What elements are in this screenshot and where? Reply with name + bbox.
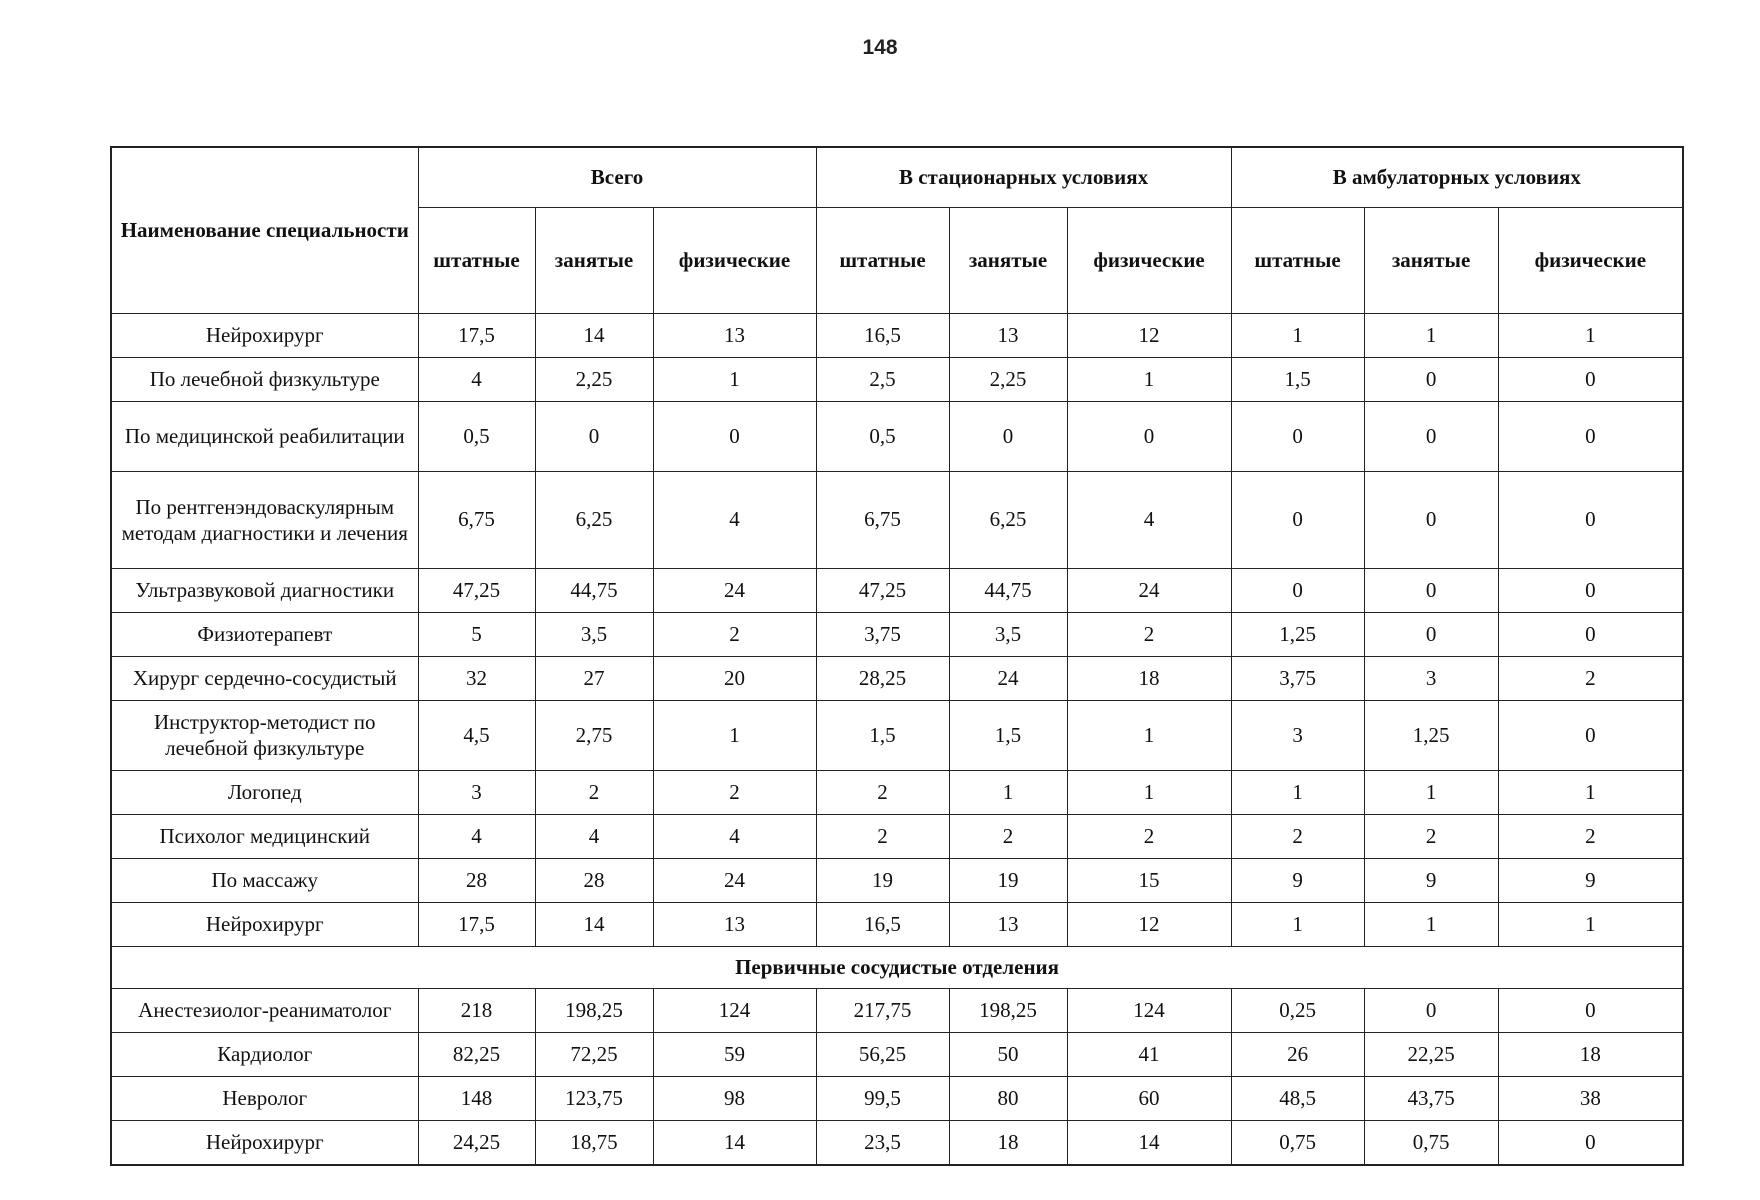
cell-outpatient-physical: 0 <box>1498 700 1683 770</box>
cell-total-staff: 82,25 <box>418 1032 535 1076</box>
row-specialty-name: Нейрохирург <box>111 1120 418 1165</box>
header-specialty: Наименование специальности <box>111 147 418 313</box>
row-specialty-name: Психолог медицинский <box>111 814 418 858</box>
table-row <box>111 401 1683 471</box>
cell-inpatient-occupied: 24 <box>949 656 1067 700</box>
cell-inpatient-staff: 1,5 <box>816 700 949 770</box>
cell-inpatient-staff: 28,25 <box>816 656 949 700</box>
cell-total-occupied: 0 <box>535 401 653 471</box>
cell-total-physical: 13 <box>653 313 816 357</box>
cell-inpatient-staff: 16,5 <box>816 313 949 357</box>
cell-outpatient-staff: 1,5 <box>1231 357 1364 401</box>
cell-outpatient-occupied: 0 <box>1364 471 1498 568</box>
cell-total-staff: 218 <box>418 988 535 1032</box>
row-specialty-name: Хирург сердечно-сосудистый <box>111 656 418 700</box>
table-row <box>111 656 1683 700</box>
cell-inpatient-occupied: 80 <box>949 1076 1067 1120</box>
cell-total-staff: 28 <box>418 858 535 902</box>
cell-inpatient-staff: 99,5 <box>816 1076 949 1120</box>
cell-inpatient-physical: 18 <box>1067 656 1231 700</box>
cell-inpatient-physical: 4 <box>1067 471 1231 568</box>
cell-total-staff: 47,25 <box>418 568 535 612</box>
cell-inpatient-occupied: 13 <box>949 902 1067 946</box>
cell-inpatient-occupied: 1,5 <box>949 700 1067 770</box>
cell-outpatient-physical: 0 <box>1498 988 1683 1032</box>
cell-inpatient-occupied: 1 <box>949 770 1067 814</box>
cell-outpatient-occupied: 9 <box>1364 858 1498 902</box>
cell-inpatient-physical: 12 <box>1067 902 1231 946</box>
header-group-total: Всего <box>418 147 816 207</box>
header-outpatient-occupied: занятые <box>1364 207 1498 313</box>
cell-total-occupied: 123,75 <box>535 1076 653 1120</box>
row-specialty-name: По медицинской реабилитации <box>111 401 418 471</box>
cell-inpatient-physical: 12 <box>1067 313 1231 357</box>
table-row <box>111 568 1683 612</box>
cell-inpatient-staff: 56,25 <box>816 1032 949 1076</box>
cell-outpatient-physical: 0 <box>1498 568 1683 612</box>
cell-total-occupied: 72,25 <box>535 1032 653 1076</box>
cell-total-occupied: 18,75 <box>535 1120 653 1165</box>
cell-total-staff: 0,5 <box>418 401 535 471</box>
cell-total-physical: 13 <box>653 902 816 946</box>
row-specialty-name: Логопед <box>111 770 418 814</box>
cell-inpatient-staff: 2 <box>816 770 949 814</box>
table-row <box>111 1076 1683 1120</box>
cell-inpatient-occupied: 44,75 <box>949 568 1067 612</box>
row-specialty-name: По лечебной физкультуре <box>111 357 418 401</box>
page-number: 148 <box>862 36 898 59</box>
cell-inpatient-physical: 41 <box>1067 1032 1231 1076</box>
cell-outpatient-staff: 0,25 <box>1231 988 1364 1032</box>
cell-total-physical: 2 <box>653 770 816 814</box>
cell-total-occupied: 14 <box>535 313 653 357</box>
cell-inpatient-staff: 47,25 <box>816 568 949 612</box>
cell-total-physical: 14 <box>653 1120 816 1165</box>
cell-outpatient-physical: 9 <box>1498 858 1683 902</box>
row-specialty-name: Физиотерапевт <box>111 612 418 656</box>
cell-inpatient-staff: 217,75 <box>816 988 949 1032</box>
cell-total-physical: 98 <box>653 1076 816 1120</box>
table-row <box>111 814 1683 858</box>
table-row <box>111 858 1683 902</box>
cell-inpatient-occupied: 13 <box>949 313 1067 357</box>
cell-inpatient-occupied: 19 <box>949 858 1067 902</box>
cell-outpatient-physical: 0 <box>1498 357 1683 401</box>
cell-total-staff: 4 <box>418 357 535 401</box>
table-row <box>111 471 1683 568</box>
cell-inpatient-staff: 2,5 <box>816 357 949 401</box>
row-specialty-name: Нейрохирург <box>111 902 418 946</box>
cell-outpatient-physical: 1 <box>1498 313 1683 357</box>
cell-total-physical: 124 <box>653 988 816 1032</box>
cell-total-occupied: 27 <box>535 656 653 700</box>
cell-inpatient-occupied: 198,25 <box>949 988 1067 1032</box>
cell-outpatient-staff: 9 <box>1231 858 1364 902</box>
header-inpatient-staff: штатные <box>816 207 949 313</box>
table-row <box>111 902 1683 946</box>
cell-outpatient-physical: 1 <box>1498 902 1683 946</box>
table-row <box>111 313 1683 357</box>
cell-outpatient-physical: 0 <box>1498 1120 1683 1165</box>
cell-inpatient-physical: 0 <box>1067 401 1231 471</box>
cell-outpatient-physical: 0 <box>1498 471 1683 568</box>
cell-total-occupied: 6,25 <box>535 471 653 568</box>
cell-total-occupied: 4 <box>535 814 653 858</box>
cell-outpatient-staff: 0 <box>1231 401 1364 471</box>
cell-outpatient-staff: 3,75 <box>1231 656 1364 700</box>
cell-inpatient-physical: 15 <box>1067 858 1231 902</box>
row-specialty-name: Кардиолог <box>111 1032 418 1076</box>
cell-outpatient-occupied: 0 <box>1364 988 1498 1032</box>
cell-inpatient-staff: 16,5 <box>816 902 949 946</box>
cell-total-staff: 4 <box>418 814 535 858</box>
cell-outpatient-staff: 1,25 <box>1231 612 1364 656</box>
cell-inpatient-occupied: 6,25 <box>949 471 1067 568</box>
cell-inpatient-physical: 2 <box>1067 612 1231 656</box>
cell-total-physical: 2 <box>653 612 816 656</box>
cell-inpatient-physical: 2 <box>1067 814 1231 858</box>
cell-outpatient-staff: 1 <box>1231 902 1364 946</box>
cell-total-physical: 1 <box>653 700 816 770</box>
cell-total-physical: 0 <box>653 401 816 471</box>
header-outpatient-staff: штатные <box>1231 207 1364 313</box>
cell-total-staff: 6,75 <box>418 471 535 568</box>
cell-total-physical: 4 <box>653 471 816 568</box>
cell-total-staff: 17,5 <box>418 313 535 357</box>
table-row <box>111 1032 1683 1076</box>
header-outpatient-physical: физические <box>1498 207 1683 313</box>
cell-total-physical: 4 <box>653 814 816 858</box>
cell-inpatient-occupied: 3,5 <box>949 612 1067 656</box>
cell-outpatient-physical: 2 <box>1498 656 1683 700</box>
cell-inpatient-physical: 14 <box>1067 1120 1231 1165</box>
row-specialty-name: Нейрохирург <box>111 313 418 357</box>
cell-inpatient-staff: 2 <box>816 814 949 858</box>
table-row <box>111 612 1683 656</box>
cell-total-staff: 4,5 <box>418 700 535 770</box>
header-total-staff: штатные <box>418 207 535 313</box>
cell-outpatient-occupied: 0 <box>1364 612 1498 656</box>
row-specialty-name: Инструктор-методист по лечебной физкультуре <box>111 700 418 770</box>
table-row <box>111 770 1683 814</box>
cell-outpatient-occupied: 22,25 <box>1364 1032 1498 1076</box>
cell-total-occupied: 2 <box>535 770 653 814</box>
cell-inpatient-occupied: 50 <box>949 1032 1067 1076</box>
cell-outpatient-physical: 0 <box>1498 612 1683 656</box>
cell-outpatient-physical: 0 <box>1498 401 1683 471</box>
cell-inpatient-staff: 6,75 <box>816 471 949 568</box>
cell-outpatient-physical: 2 <box>1498 814 1683 858</box>
staffing-table <box>110 146 1684 1166</box>
cell-outpatient-occupied: 43,75 <box>1364 1076 1498 1120</box>
cell-outpatient-staff: 2 <box>1231 814 1364 858</box>
cell-outpatient-staff: 1 <box>1231 313 1364 357</box>
cell-inpatient-staff: 3,75 <box>816 612 949 656</box>
cell-outpatient-staff: 0 <box>1231 471 1364 568</box>
cell-total-physical: 24 <box>653 568 816 612</box>
cell-total-staff: 32 <box>418 656 535 700</box>
cell-outpatient-staff: 48,5 <box>1231 1076 1364 1120</box>
cell-inpatient-staff: 19 <box>816 858 949 902</box>
section-title: Первичные сосудистые отделения <box>111 946 1683 988</box>
cell-outpatient-physical: 1 <box>1498 770 1683 814</box>
table-row <box>111 988 1683 1032</box>
table-row <box>111 357 1683 401</box>
cell-outpatient-occupied: 0 <box>1364 401 1498 471</box>
cell-total-staff: 24,25 <box>418 1120 535 1165</box>
cell-total-staff: 5 <box>418 612 535 656</box>
cell-inpatient-staff: 23,5 <box>816 1120 949 1165</box>
cell-outpatient-physical: 18 <box>1498 1032 1683 1076</box>
row-specialty-name: По рентгенэндоваскулярным методам диагностики и лечения <box>111 471 418 568</box>
cell-outpatient-occupied: 1 <box>1364 770 1498 814</box>
cell-inpatient-physical: 60 <box>1067 1076 1231 1120</box>
row-specialty-name: По массажу <box>111 858 418 902</box>
cell-total-occupied: 2,75 <box>535 700 653 770</box>
header-total-physical: физические <box>653 207 816 313</box>
cell-outpatient-occupied: 2 <box>1364 814 1498 858</box>
header-group-inpatient: В стационарных условиях <box>816 147 1231 207</box>
header-inpatient-occupied: занятые <box>949 207 1067 313</box>
cell-inpatient-occupied: 2 <box>949 814 1067 858</box>
cell-inpatient-physical: 1 <box>1067 700 1231 770</box>
table-row <box>111 700 1683 770</box>
cell-outpatient-occupied: 0 <box>1364 568 1498 612</box>
cell-total-physical: 24 <box>653 858 816 902</box>
cell-outpatient-occupied: 1 <box>1364 313 1498 357</box>
cell-total-physical: 59 <box>653 1032 816 1076</box>
cell-total-staff: 3 <box>418 770 535 814</box>
cell-total-staff: 148 <box>418 1076 535 1120</box>
row-specialty-name: Невролог <box>111 1076 418 1120</box>
cell-inpatient-staff: 0,5 <box>816 401 949 471</box>
row-specialty-name: Анестезиолог-реаниматолог <box>111 988 418 1032</box>
section-header-row <box>111 946 1683 988</box>
cell-total-occupied: 44,75 <box>535 568 653 612</box>
cell-total-occupied: 14 <box>535 902 653 946</box>
cell-total-staff: 17,5 <box>418 902 535 946</box>
row-specialty-name: Ультразвуковой диагностики <box>111 568 418 612</box>
cell-outpatient-staff: 1 <box>1231 770 1364 814</box>
cell-outpatient-occupied: 1 <box>1364 902 1498 946</box>
cell-total-occupied: 2,25 <box>535 357 653 401</box>
cell-inpatient-occupied: 0 <box>949 401 1067 471</box>
cell-outpatient-staff: 0,75 <box>1231 1120 1364 1165</box>
table-row <box>111 1120 1683 1165</box>
cell-inpatient-occupied: 2,25 <box>949 357 1067 401</box>
cell-outpatient-staff: 26 <box>1231 1032 1364 1076</box>
cell-outpatient-occupied: 1,25 <box>1364 700 1498 770</box>
header-total-occupied: занятые <box>535 207 653 313</box>
header-inpatient-physical: физические <box>1067 207 1231 313</box>
cell-inpatient-physical: 1 <box>1067 357 1231 401</box>
header-group-outpatient: В амбулаторных условиях <box>1231 147 1683 207</box>
cell-outpatient-occupied: 0 <box>1364 357 1498 401</box>
cell-total-occupied: 198,25 <box>535 988 653 1032</box>
cell-inpatient-physical: 24 <box>1067 568 1231 612</box>
cell-inpatient-physical: 124 <box>1067 988 1231 1032</box>
cell-inpatient-physical: 1 <box>1067 770 1231 814</box>
cell-total-occupied: 28 <box>535 858 653 902</box>
cell-outpatient-physical: 38 <box>1498 1076 1683 1120</box>
cell-inpatient-occupied: 18 <box>949 1120 1067 1165</box>
cell-total-physical: 20 <box>653 656 816 700</box>
cell-total-physical: 1 <box>653 357 816 401</box>
cell-outpatient-staff: 0 <box>1231 568 1364 612</box>
cell-outpatient-staff: 3 <box>1231 700 1364 770</box>
cell-total-occupied: 3,5 <box>535 612 653 656</box>
cell-outpatient-occupied: 3 <box>1364 656 1498 700</box>
cell-outpatient-occupied: 0,75 <box>1364 1120 1498 1165</box>
